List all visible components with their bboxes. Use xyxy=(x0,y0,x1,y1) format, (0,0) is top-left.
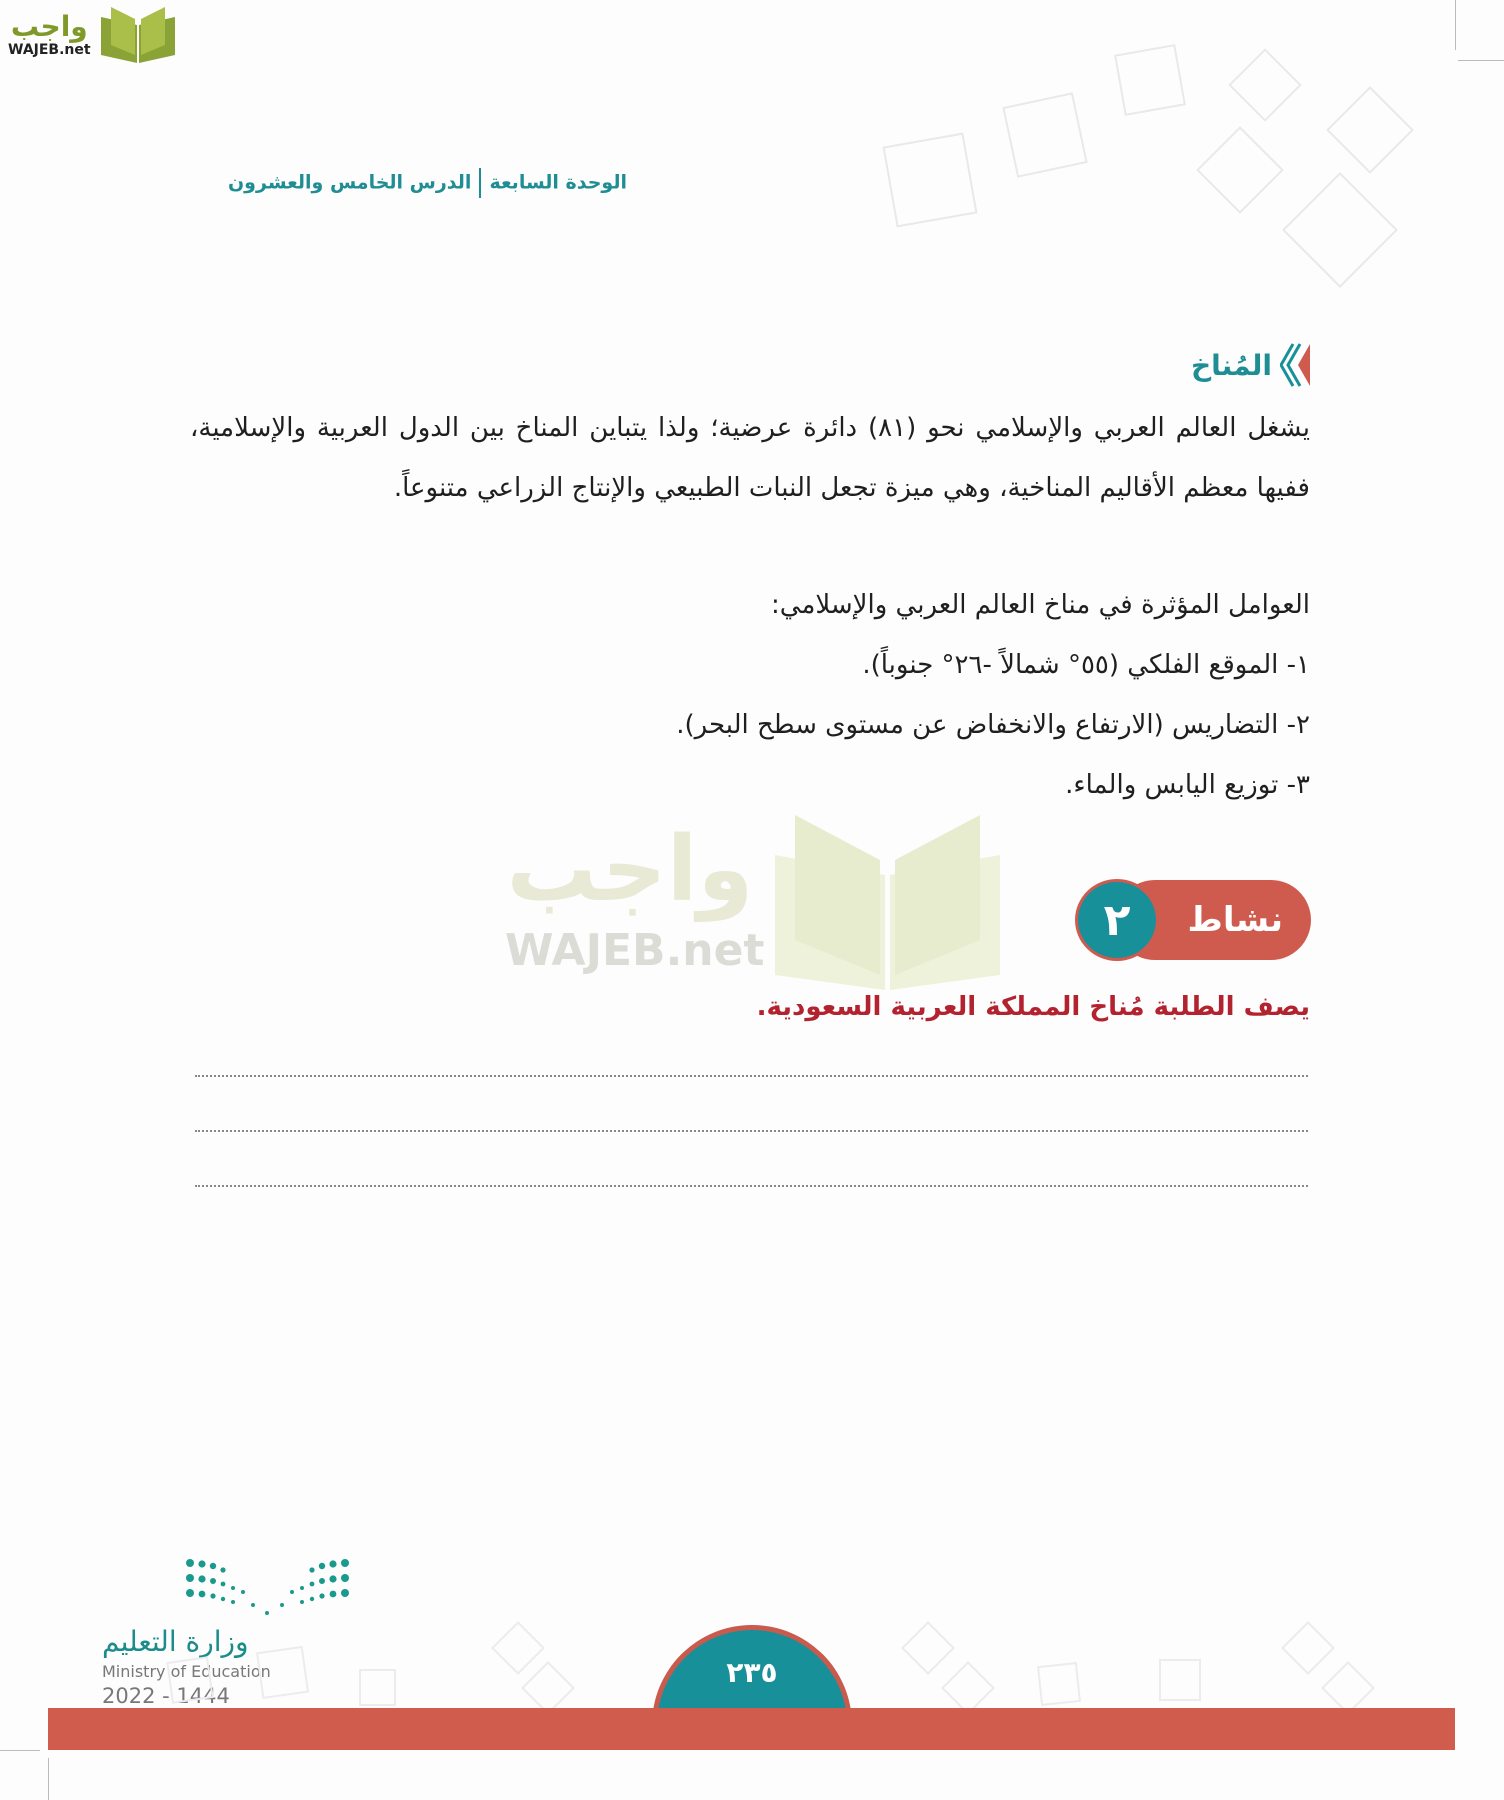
footer-band xyxy=(48,1708,1455,1750)
divider xyxy=(479,168,481,198)
watermark-arabic: واجب xyxy=(506,817,754,922)
crop-mark xyxy=(1458,60,1504,61)
unit-label: الوحدة السابعة xyxy=(489,171,627,194)
decorative-pattern xyxy=(860,40,1460,300)
crop-mark xyxy=(48,1758,49,1800)
activity-task: يصف الطلبة مُناخ المملكة العربية السعودية. xyxy=(756,992,1310,1022)
activity-label: نشاط xyxy=(1115,880,1311,960)
wajeb-logo[interactable] xyxy=(8,4,193,66)
activity-number: ٢ xyxy=(1075,879,1159,961)
watermark-latin: WAJEB.net xyxy=(505,925,765,976)
factors-intro: العوامل المؤثرة في مناخ العالم العربي والإسلامي: xyxy=(771,590,1310,620)
logo-arabic: واجب xyxy=(10,10,88,43)
answer-line[interactable] xyxy=(195,1075,1308,1077)
double-chevron-icon xyxy=(1280,342,1310,388)
intro-paragraph: يشغل العالم العربي والإسلامي نحو (٨١) دائرة عرضية؛ ولذا يتباين المناخ بين الدول العربية والإسلامية، ففيها معظم الأقاليم المناخية، وهي ميزة تجعل النبات الطبيعي والإنتاج الزراعي متنوعاً. xyxy=(190,413,1310,503)
lesson-breadcrumb xyxy=(228,168,627,198)
logo-latin: WAJEB.net xyxy=(8,42,91,58)
crop-mark xyxy=(0,1750,40,1751)
edition-year: 2022 - 1444 xyxy=(102,1684,230,1708)
answer-line[interactable] xyxy=(195,1130,1308,1132)
factor-item: ٢- التضاريس (الارتفاع والانخفاض عن مستوى سطح البحر). xyxy=(676,710,1310,740)
ministry-name-english: Ministry of Education xyxy=(102,1662,271,1681)
section-heading xyxy=(1191,342,1310,388)
ministry-name-arabic: وزارة التعليم xyxy=(102,1625,249,1658)
ministry-logo-icon xyxy=(185,1558,350,1618)
factor-item: ٣- توزيع اليابس والماء. xyxy=(1065,770,1310,800)
factor-item: ١- الموقع الفلكي (٥٥° شمالاً -٢٦° جنوباً). xyxy=(862,650,1310,680)
wajeb-watermark xyxy=(505,815,1005,990)
activity-badge xyxy=(1075,880,1311,960)
page-number: ٢٣٥ xyxy=(652,1625,852,1725)
lesson-label: الدرس الخامس والعشرون xyxy=(227,171,472,194)
book-icon xyxy=(97,5,179,65)
answer-line[interactable] xyxy=(195,1185,1308,1187)
watermark-book-icon xyxy=(775,815,1000,990)
section-title: المُناخ xyxy=(1190,348,1272,382)
